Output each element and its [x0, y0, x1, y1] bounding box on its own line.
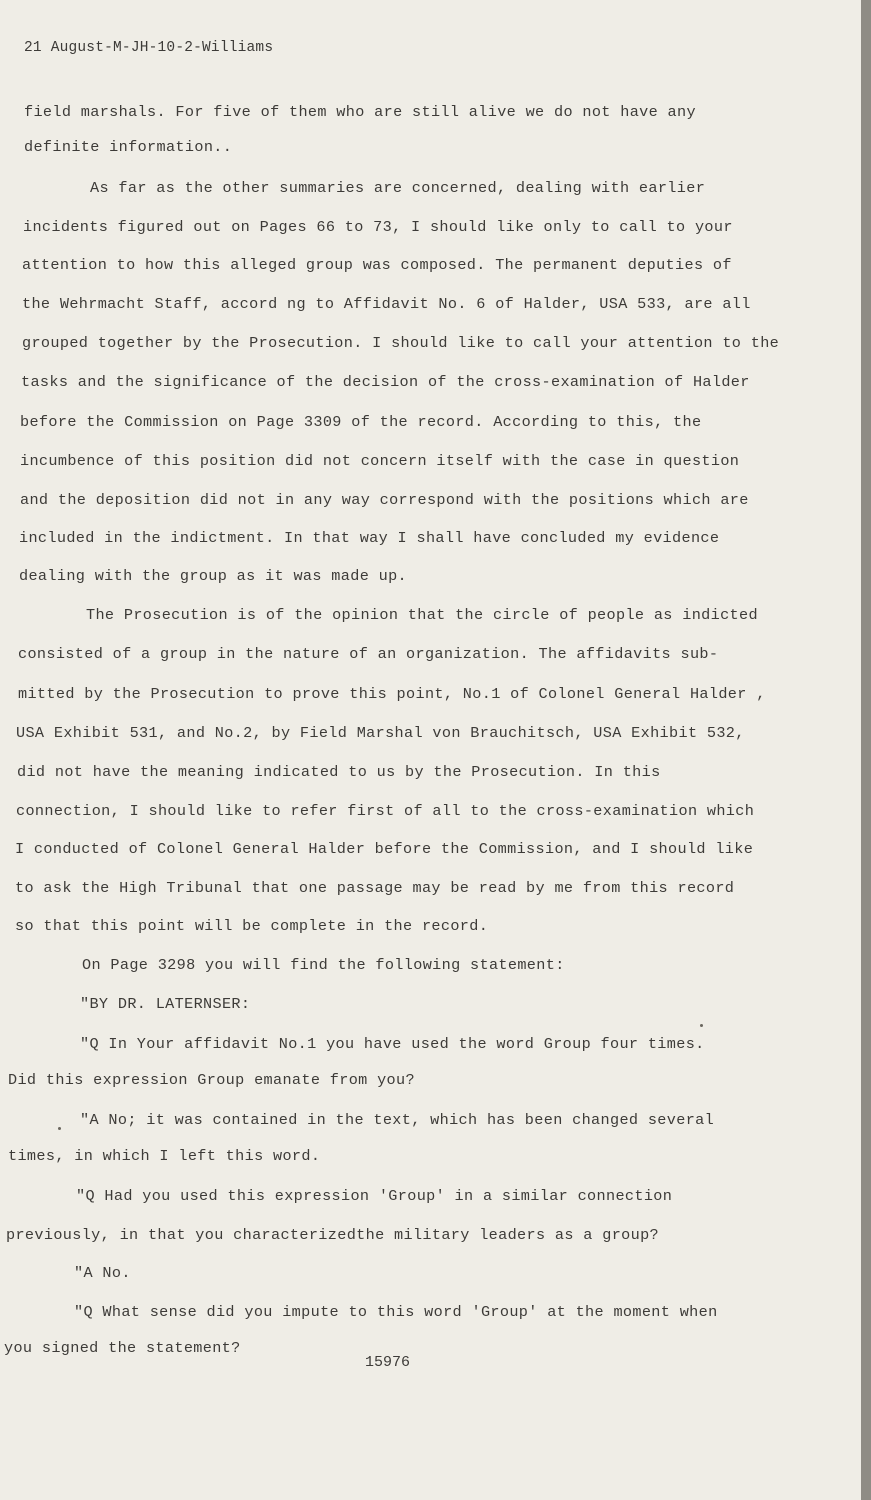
- ink-speck: [58, 1127, 61, 1130]
- text-line: before the Commission on Page 3309 of the record. According to this, the: [20, 413, 702, 431]
- text-line: consisted of a group in the nature of an organization. The affidavits sub-: [18, 645, 719, 663]
- text-line: Did this expression Group emanate from you?: [8, 1071, 415, 1089]
- text-line: attention to how this alleged group was composed. The permanent deputies of: [22, 256, 732, 274]
- page-number: 15976: [365, 1354, 411, 1371]
- text-line: The Prosecution is of the opinion that the circle of people as indicted: [86, 606, 758, 624]
- text-line: times, in which I left this word.: [8, 1147, 321, 1165]
- text-line: grouped together by the Prosecution. I should like to call your attention to the: [22, 334, 780, 352]
- text-line: so that this point will be complete in the record.: [15, 917, 489, 935]
- text-line: connection, I should like to refer first of all to the cross-examination which: [16, 802, 755, 820]
- text-line: field marshals. For five of them who are still alive we do not have any: [24, 103, 696, 121]
- text-line: definite information..: [24, 138, 233, 156]
- text-line: incidents figured out on Pages 66 to 73, I should like only to call to your: [23, 218, 733, 236]
- text-line: "BY DR. LATERNSER:: [80, 995, 251, 1013]
- text-line: As far as the other summaries are concerned, dealing with earlier: [90, 179, 706, 197]
- page-edge: [861, 0, 871, 1500]
- text-line: previously, in that you characterizedthe military leaders as a group?: [6, 1226, 660, 1244]
- text-line: the Wehrmacht Staff, accord ng to Affidavit No. 6 of Halder, USA 533, are all: [22, 295, 751, 313]
- text-line: tasks and the significance of the decision of the cross-examination of Halder: [21, 373, 750, 391]
- text-line: USA Exhibit 531, and No.2, by Field Marshal von Brauchitsch, USA Exhibit 532,: [16, 724, 745, 742]
- text-line: "A No.: [74, 1264, 131, 1282]
- text-line: you signed the statement?: [4, 1339, 241, 1357]
- text-line: to ask the High Tribunal that one passage may be read by me from this record: [15, 879, 735, 897]
- text-line: dealing with the group as it was made up.: [19, 567, 408, 585]
- text-line: mitted by the Prosecution to prove this point, No.1 of Colonel General Halder ,: [18, 685, 766, 703]
- text-line: incumbence of this position did not concern itself with the case in question: [20, 452, 740, 470]
- page-header: 21 August-M-JH-10-2-Williams: [24, 40, 274, 56]
- text-line: included in the indictment. In that way I shall have concluded my evidence: [19, 529, 720, 547]
- text-line: and the deposition did not in any way correspond with the positions which are: [20, 491, 749, 509]
- text-line: On Page 3298 you will find the following statement:: [82, 956, 565, 974]
- ink-speck: [700, 1024, 703, 1027]
- text-line: "Q In Your affidavit No.1 you have used the word Group four times.: [80, 1035, 705, 1053]
- text-line: "Q Had you used this expression 'Group' in a similar connection: [76, 1187, 673, 1205]
- text-line: "A No; it was contained in the text, which has been changed several: [80, 1111, 715, 1129]
- text-line: I conducted of Colonel General Halder before the Commission, and I should like: [15, 840, 754, 858]
- text-line: "Q What sense did you impute to this word 'Group' at the moment when: [74, 1303, 718, 1321]
- text-line: did not have the meaning indicated to us by the Prosecution. In this: [17, 763, 661, 781]
